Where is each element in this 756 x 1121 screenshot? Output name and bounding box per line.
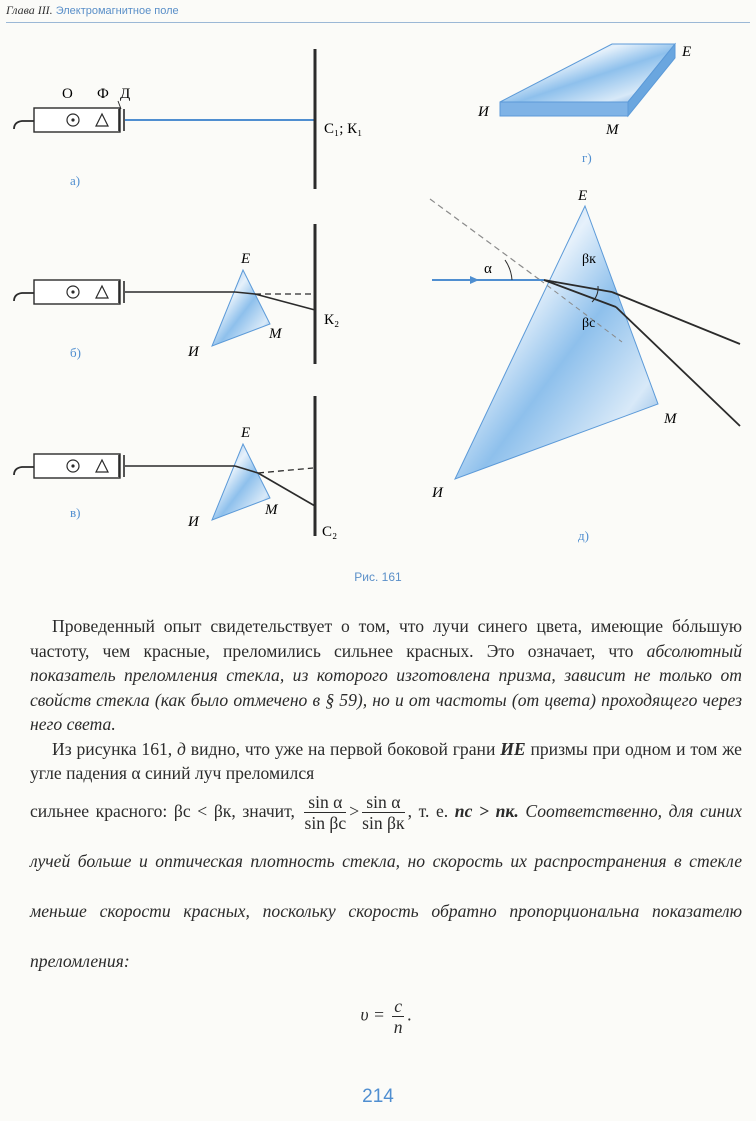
- paragraph-2: [30, 737, 742, 786]
- formula-denominator: n: [393, 1016, 403, 1037]
- fraction-2: [362, 792, 404, 833]
- fraction-1-numerator: sin α: [304, 792, 346, 813]
- lamp-label-f: Ф: [97, 86, 109, 102]
- vertex-m-b: М: [269, 326, 282, 342]
- formula-fraction: [392, 996, 404, 1037]
- p2-text-5: , т. е.: [407, 800, 449, 821]
- light-source: [34, 108, 120, 132]
- fraction-1: [304, 792, 346, 833]
- formula-lhs: υ =: [360, 1004, 385, 1025]
- inequality-line: [30, 786, 742, 986]
- greater-sign: >: [349, 800, 360, 821]
- panel-label-b: б): [70, 345, 81, 360]
- figure-161: [0, 24, 756, 569]
- vertex-e-v: Е: [241, 425, 251, 441]
- p2-text-3: призмы при одном и том же угле падения α синий луч преломился: [30, 738, 742, 783]
- p2-text-1: Из рисунка 161,: [52, 738, 178, 759]
- vertex-i-g: И: [478, 104, 489, 120]
- fraction-2-denominator: sin βк: [362, 812, 405, 833]
- chapter-label: Глава III.: [6, 3, 53, 17]
- angle-alpha-label: α: [484, 261, 492, 277]
- p1-emphasis: абсолютный показатель преломления стекла, из которого изготовлена призма, зависит не только от свойств стекла (как было отмечено в § 59), но и от частоты (от цвета) проходящего через него света.: [30, 640, 742, 734]
- vertex-e-g: Е: [682, 44, 692, 60]
- formula-end: .: [407, 1004, 412, 1025]
- fraction-2-numerator: sin α: [362, 792, 404, 813]
- fraction-1-denominator: sin βс: [304, 812, 347, 833]
- panel-label-g: г): [582, 150, 592, 165]
- vertex-i-d: И: [432, 485, 443, 501]
- panel-d: [430, 188, 740, 543]
- velocity-formula: [30, 996, 742, 1037]
- screen-label-c2: С₂: [322, 524, 338, 540]
- body-text: [30, 614, 742, 1037]
- vertex-i-b: И: [188, 344, 199, 360]
- p1-text: Проведенный опыт свидетельствует о том, что лучи синего цвета, имеющие бóльшую частоту, чем красные, преломились сильнее красных. Это означает, что: [30, 616, 742, 661]
- p2-ref: д: [177, 738, 186, 759]
- running-header: [6, 0, 750, 23]
- topic-label: Электромагнитное поле: [55, 5, 179, 17]
- panel-label-a: а): [70, 173, 81, 188]
- vertex-e-d: Е: [578, 188, 588, 204]
- panel-v: [14, 396, 337, 540]
- angle-beta-c-label: βс: [582, 316, 596, 331]
- panel-b: [14, 224, 339, 364]
- lamp-label-d: Д: [120, 86, 131, 102]
- prism-d: [455, 206, 658, 479]
- vertex-i-v: И: [188, 514, 199, 530]
- formula-numerator: c: [394, 995, 403, 1016]
- page-number: 214: [362, 1086, 394, 1107]
- p2-text-2: видно, что уже на первой боковой грани: [185, 738, 501, 759]
- screen-label-c1k1: С₁; К₁: [324, 121, 363, 137]
- vertex-m-d: М: [664, 411, 677, 427]
- p2-face: ИЕ: [500, 738, 526, 759]
- p2-emphasis: Соответственно, для синих лучей больше и оптическая плотность стекла, но скорость их распространения в стекле меньше скорости красных, поскольку скорость обратно пропорциональна показателю преломления:: [30, 800, 742, 971]
- angle-beta-k-label: βк: [582, 252, 596, 267]
- panel-label-d: д): [578, 528, 589, 543]
- vertex-m-g: М: [606, 122, 619, 138]
- lamp-label-o: О: [62, 86, 73, 102]
- panel-label-v: в): [70, 505, 81, 520]
- figure-caption: Рис. 161: [354, 570, 402, 584]
- vertex-m-v: М: [265, 502, 278, 518]
- panel-a: [14, 49, 362, 189]
- prism-b: [212, 270, 270, 346]
- panel-g: [477, 44, 691, 165]
- p2-text-4: сильнее красного: βс < βк, значит,: [30, 800, 295, 821]
- vertex-e-b: Е: [241, 251, 251, 267]
- n-inequality: nс > nк.: [454, 800, 519, 821]
- screen-label-k2: К₂: [324, 312, 340, 328]
- paragraph-1: [30, 614, 742, 737]
- prism-v: [212, 444, 270, 520]
